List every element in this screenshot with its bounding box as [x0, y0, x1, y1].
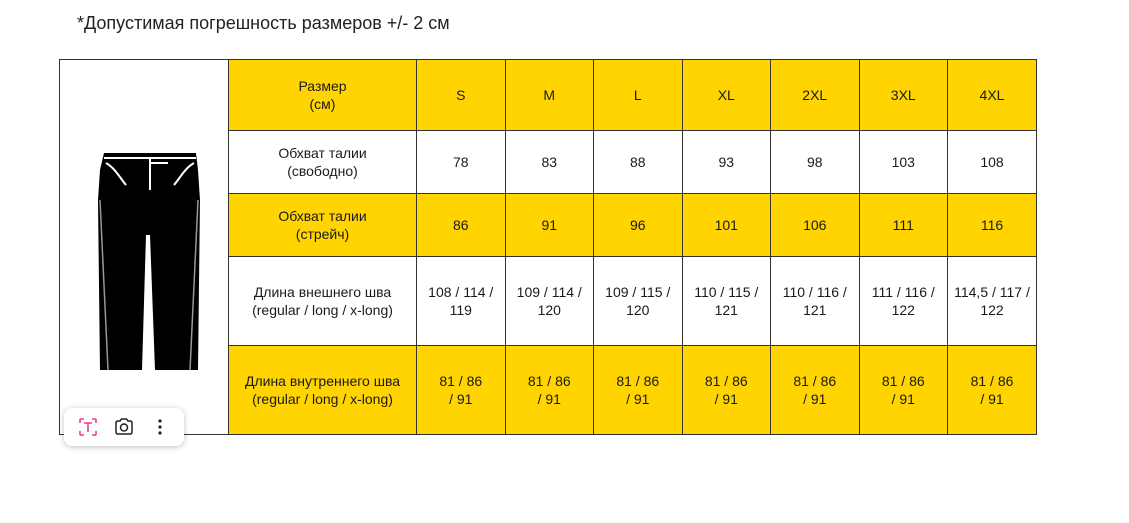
cell-waist-relaxed-4xl — [948, 130, 1037, 193]
cell-value-line: 116 — [980, 216, 1004, 233]
cell-value-line: 121 — [803, 301, 827, 318]
size-header-4xl: 4XL — [948, 60, 1037, 130]
size-header-s: S — [417, 60, 506, 130]
header-row — [229, 60, 1036, 130]
cell-waist-stretch-s — [417, 193, 506, 256]
cell-value-line: / 91 — [626, 390, 650, 407]
cell-outseam-length-xl — [682, 256, 771, 345]
cell-value-line: 103 — [891, 153, 915, 170]
image-toolbar — [64, 408, 184, 446]
row-outseam-length — [229, 256, 1036, 345]
cell-inseam-length-xl — [682, 345, 771, 434]
cell-value-line: 81 / 86 — [704, 372, 748, 389]
cell-waist-relaxed-l — [594, 130, 683, 193]
row-label — [229, 345, 417, 434]
cell-waist-stretch-l — [594, 193, 683, 256]
row-label — [229, 256, 417, 345]
row-waist-relaxed — [229, 130, 1036, 193]
cell-outseam-length-s — [417, 256, 506, 345]
cell-value-line: 81 / 86 — [439, 372, 483, 389]
header-label-line1: Размер — [298, 77, 347, 94]
cell-outseam-length-m — [505, 256, 594, 345]
cell-value-line: 91 — [541, 216, 558, 233]
row-label — [229, 130, 417, 193]
size-header-xl: XL — [682, 60, 771, 130]
cell-inseam-length-3xl — [859, 345, 948, 434]
cell-value-line: 119 — [449, 301, 472, 318]
cell-waist-stretch-xl — [682, 193, 771, 256]
row-label — [229, 193, 417, 256]
header-label — [229, 60, 417, 130]
row-label-line2: (стрейч) — [295, 225, 350, 242]
header-label-line2: (см) — [309, 95, 336, 112]
cell-value-line: 93 — [718, 153, 735, 170]
cell-waist-stretch-2xl — [771, 193, 860, 256]
cell-value-line: / 91 — [537, 390, 561, 407]
cell-waist-relaxed-m — [505, 130, 594, 193]
cell-waist-stretch-3xl — [859, 193, 948, 256]
trousers-icon — [60, 60, 229, 434]
cell-outseam-length-4xl — [948, 256, 1037, 345]
cell-waist-relaxed-2xl — [771, 130, 860, 193]
cell-value-line: 109 / 115 / — [605, 283, 671, 300]
text-select-button[interactable] — [74, 413, 102, 441]
cell-inseam-length-4xl — [948, 345, 1037, 434]
cell-value-line: 111 / 116 / — [871, 283, 935, 300]
row-label-line1: Обхват талии — [278, 144, 367, 161]
cell-inseam-length-l — [594, 345, 683, 434]
cell-value-line: 110 / 115 / — [694, 283, 759, 300]
cell-value-line: / 91 — [891, 390, 915, 407]
size-tolerance-note: *Допустимая погрешность размеров +/- 2 см — [77, 13, 450, 33]
cell-value-line: / 91 — [803, 390, 827, 407]
cell-waist-stretch-m — [505, 193, 594, 256]
cell-value-line: 81 / 86 — [793, 372, 837, 389]
cell-value-line: 81 / 86 — [881, 372, 925, 389]
cell-inseam-length-2xl — [771, 345, 860, 434]
cell-value-line: 110 / 116 / — [782, 283, 847, 300]
size-header-l: L — [594, 60, 683, 130]
row-label-line2: (regular / long / x-long) — [252, 390, 393, 407]
cell-value-line: 78 — [452, 153, 469, 170]
cell-outseam-length-l — [594, 256, 683, 345]
cell-value-line: 122 — [980, 301, 1004, 318]
cell-inseam-length-m — [505, 345, 594, 434]
cell-value-line: 88 — [629, 153, 646, 170]
cell-waist-relaxed-3xl — [859, 130, 948, 193]
text-select-icon — [77, 416, 99, 438]
cell-value-line: 81 / 86 — [970, 372, 1014, 389]
cell-value-line: 108 / 114 / — [428, 283, 494, 300]
size-chart — [59, 59, 1037, 435]
row-label-line1: Обхват талии — [278, 207, 367, 224]
cell-value-line: 120 — [626, 301, 650, 318]
row-inseam-length — [229, 345, 1036, 434]
cell-outseam-length-2xl — [771, 256, 860, 345]
size-header-3xl: 3XL — [859, 60, 948, 130]
cell-value-line: 96 — [629, 216, 646, 233]
cell-inseam-length-s — [417, 345, 506, 434]
cell-value-line: 122 — [891, 301, 915, 318]
product-image-cell — [60, 60, 229, 434]
row-waist-stretch — [229, 193, 1036, 256]
cell-value-line: / 91 — [980, 390, 1004, 407]
size-header-m: M — [505, 60, 594, 130]
more-vertical-icon — [149, 416, 171, 438]
cell-waist-stretch-4xl — [948, 193, 1037, 256]
cell-value-line: 120 — [537, 301, 561, 318]
cell-value-line: 114,5 / 117 / — [954, 283, 1030, 300]
cell-value-line: 109 / 114 / — [516, 283, 582, 300]
cell-value-line: / 91 — [714, 390, 738, 407]
cell-value-line: 98 — [806, 153, 823, 170]
row-label-line2: (свободно) — [287, 162, 358, 179]
cell-value-line: 81 / 86 — [527, 372, 571, 389]
cell-outseam-length-3xl — [859, 256, 948, 345]
row-label-line2: (regular / long / x-long) — [252, 301, 393, 318]
cell-value-line: / 91 — [449, 390, 473, 407]
cell-waist-relaxed-xl — [682, 130, 771, 193]
cell-value-line: 83 — [541, 153, 558, 170]
size-header-2xl: 2XL — [771, 60, 860, 130]
cell-waist-relaxed-s — [417, 130, 506, 193]
camera-search-icon — [113, 416, 135, 438]
visual-search-button[interactable] — [110, 413, 138, 441]
cell-value-line: 81 / 86 — [616, 372, 660, 389]
cell-value-line: 106 — [803, 216, 827, 233]
cell-value-line: 108 — [980, 153, 1004, 170]
cell-value-line: 86 — [452, 216, 469, 233]
cell-value-line: 121 — [714, 301, 738, 318]
cell-value-line: 101 — [714, 216, 738, 233]
row-label-line1: Длина внешнего шва — [253, 283, 392, 300]
more-options-button[interactable] — [146, 413, 174, 441]
size-table — [229, 60, 1036, 434]
row-label-line1: Длина внутреннего шва — [244, 372, 401, 389]
cell-value-line: 111 — [892, 216, 914, 233]
